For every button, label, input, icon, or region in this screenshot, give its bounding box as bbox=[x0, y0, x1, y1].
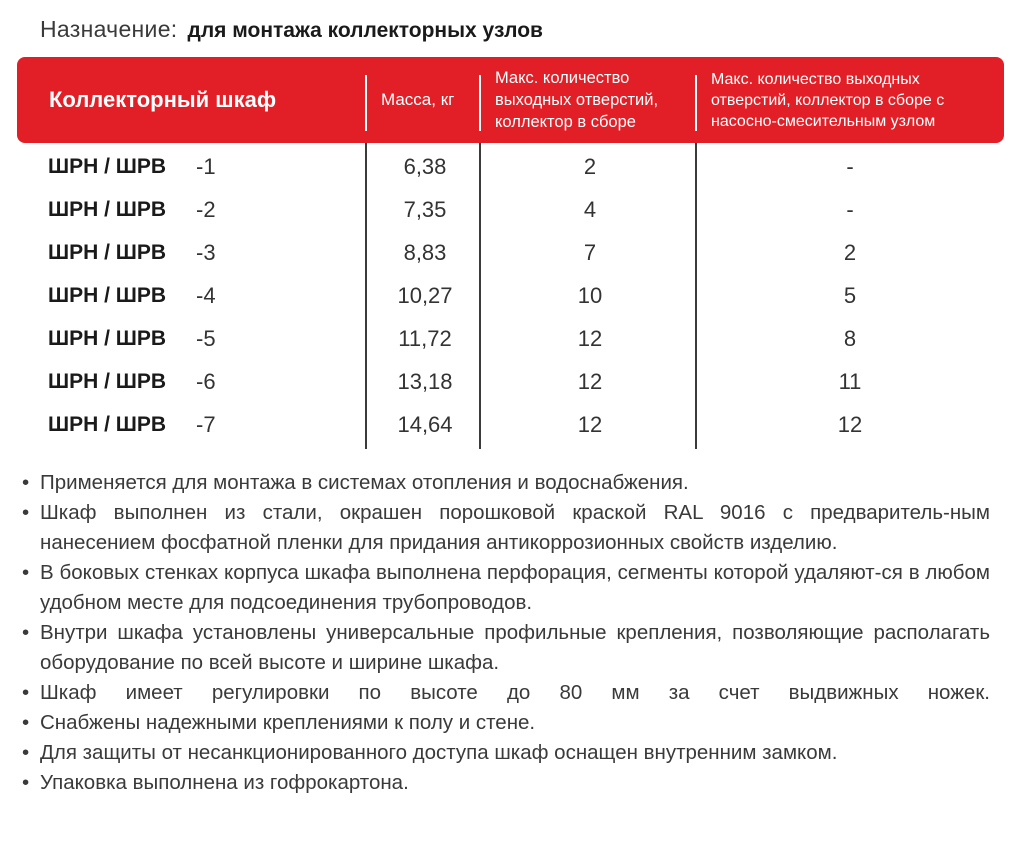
mass-value: 13,18 bbox=[397, 369, 453, 394]
bullet-icon: • bbox=[22, 741, 30, 764]
purpose-label: Назначение: bbox=[40, 16, 178, 42]
cabinet-number: -7 bbox=[196, 412, 216, 437]
list-item-text: Упаковка выполнена из гофрокартона. bbox=[40, 771, 409, 794]
outlets-value: 12 bbox=[577, 369, 603, 394]
mass-value: 14,64 bbox=[397, 412, 453, 437]
list-item bbox=[22, 498, 990, 558]
header-mass: Масса, кг bbox=[381, 90, 455, 109]
table-row bbox=[0, 188, 1020, 231]
cabinet-number: -6 bbox=[196, 369, 216, 394]
cabinet-name: ШРН / ШРВ bbox=[48, 241, 167, 264]
list-item-text: Применяется для монтажа в системах отопления и водоснабжения. bbox=[40, 471, 689, 494]
mass-value: 6,38 bbox=[403, 154, 447, 179]
cabinet-name: ШРН / ШРВ bbox=[48, 284, 167, 307]
purpose-line bbox=[40, 12, 543, 46]
list-item bbox=[22, 558, 990, 618]
mass-value: 7,35 bbox=[403, 197, 447, 222]
table-row bbox=[0, 145, 1020, 188]
cabinet-name: ШРН / ШРВ bbox=[48, 413, 167, 436]
outlets-pump-value: 5 bbox=[843, 283, 857, 308]
cabinet-number: -3 bbox=[196, 240, 216, 265]
outlets-pump-value: - bbox=[846, 154, 854, 179]
bullet-icon: • bbox=[22, 711, 30, 734]
table-row bbox=[0, 403, 1020, 446]
header-cabinet: Коллекторный шкаф bbox=[49, 87, 277, 112]
header-divider bbox=[695, 75, 697, 131]
list-item-text: Снабжены надежными креплениями к полу и стене. bbox=[40, 711, 536, 734]
cabinet-number: -4 bbox=[196, 283, 216, 308]
outlets-pump-value: 8 bbox=[843, 326, 857, 351]
list-item bbox=[22, 618, 990, 678]
outlets-pump-value: 11 bbox=[838, 369, 862, 394]
list-item bbox=[22, 708, 990, 738]
outlets-pump-value: 12 bbox=[837, 412, 863, 437]
list-item-text: Шкаф выполнен из стали, окрашен порошковой краской RAL 9016 с предваритель-ным нанесением фосфатной пленки для придания антикоррозионных свойств изделию. bbox=[40, 501, 990, 554]
bullet-icon: • bbox=[22, 561, 30, 584]
table-row bbox=[0, 231, 1020, 274]
bullet-icon: • bbox=[22, 771, 30, 794]
list-item bbox=[22, 468, 990, 498]
outlets-pump-value: - bbox=[846, 197, 854, 222]
cabinet-number: -2 bbox=[196, 197, 216, 222]
list-item-text: Внутри шкафа установлены универсальные профильные крепления, позволяющие располагать оборудование по всей высоте и ширине шкафа. bbox=[40, 621, 990, 674]
list-item-text: Для защиты от несанкционированного доступа шкаф оснащен внутренним замком. bbox=[40, 741, 838, 764]
table-body bbox=[0, 145, 1020, 446]
list-item bbox=[22, 678, 990, 708]
purpose-value: для монтажа коллекторных узлов bbox=[187, 19, 543, 42]
list-item bbox=[22, 738, 990, 768]
outlets-value: 2 bbox=[583, 154, 597, 179]
cabinet-number: -5 bbox=[196, 326, 216, 351]
outlets-value: 12 bbox=[577, 412, 603, 437]
bullet-icon: • bbox=[22, 501, 30, 524]
mass-value: 10,27 bbox=[397, 283, 453, 308]
table-row bbox=[0, 317, 1020, 360]
cabinet-name: ШРН / ШРВ bbox=[48, 198, 167, 221]
list-item bbox=[22, 768, 990, 798]
mass-value: 8,83 bbox=[403, 240, 447, 265]
cabinet-name: ШРН / ШРВ bbox=[48, 327, 167, 350]
cabinet-number: -1 bbox=[196, 154, 216, 179]
header-divider bbox=[365, 75, 367, 131]
table-header bbox=[17, 57, 1004, 143]
table-row bbox=[0, 274, 1020, 317]
header-max-outlets: Макс. количество выходных отверстий, коллектор в сборе bbox=[495, 69, 659, 131]
cabinet-name: ШРН / ШРВ bbox=[48, 155, 167, 178]
outlets-value: 7 bbox=[583, 240, 597, 265]
outlets-value: 12 bbox=[577, 326, 603, 351]
list-item-text: В боковых стенках корпуса шкафа выполнена перфорация, сегменты которой удаляют-ся в любом удобном месте для подсоединения трубопроводов. bbox=[40, 561, 990, 614]
bullet-icon: • bbox=[22, 471, 30, 494]
list-item-text: Шкаф имеет регулировки по высоте до 80 мм за счет выдвижных ножек. bbox=[40, 681, 990, 704]
bullet-icon: • bbox=[22, 621, 30, 644]
outlets-value: 4 bbox=[583, 197, 597, 222]
outlets-pump-value: 2 bbox=[843, 240, 857, 265]
bullet-icon: • bbox=[22, 681, 30, 704]
header-divider bbox=[479, 75, 481, 131]
feature-list bbox=[22, 468, 990, 798]
outlets-value: 10 bbox=[577, 283, 603, 308]
header-max-outlets-pump: Макс. количество выходных отверстий, коллектор в сборе с насосно-смесительным узлом bbox=[711, 70, 945, 130]
table-row bbox=[0, 360, 1020, 403]
mass-value: 11,72 bbox=[398, 326, 452, 351]
cabinet-name: ШРН / ШРВ bbox=[48, 370, 167, 393]
